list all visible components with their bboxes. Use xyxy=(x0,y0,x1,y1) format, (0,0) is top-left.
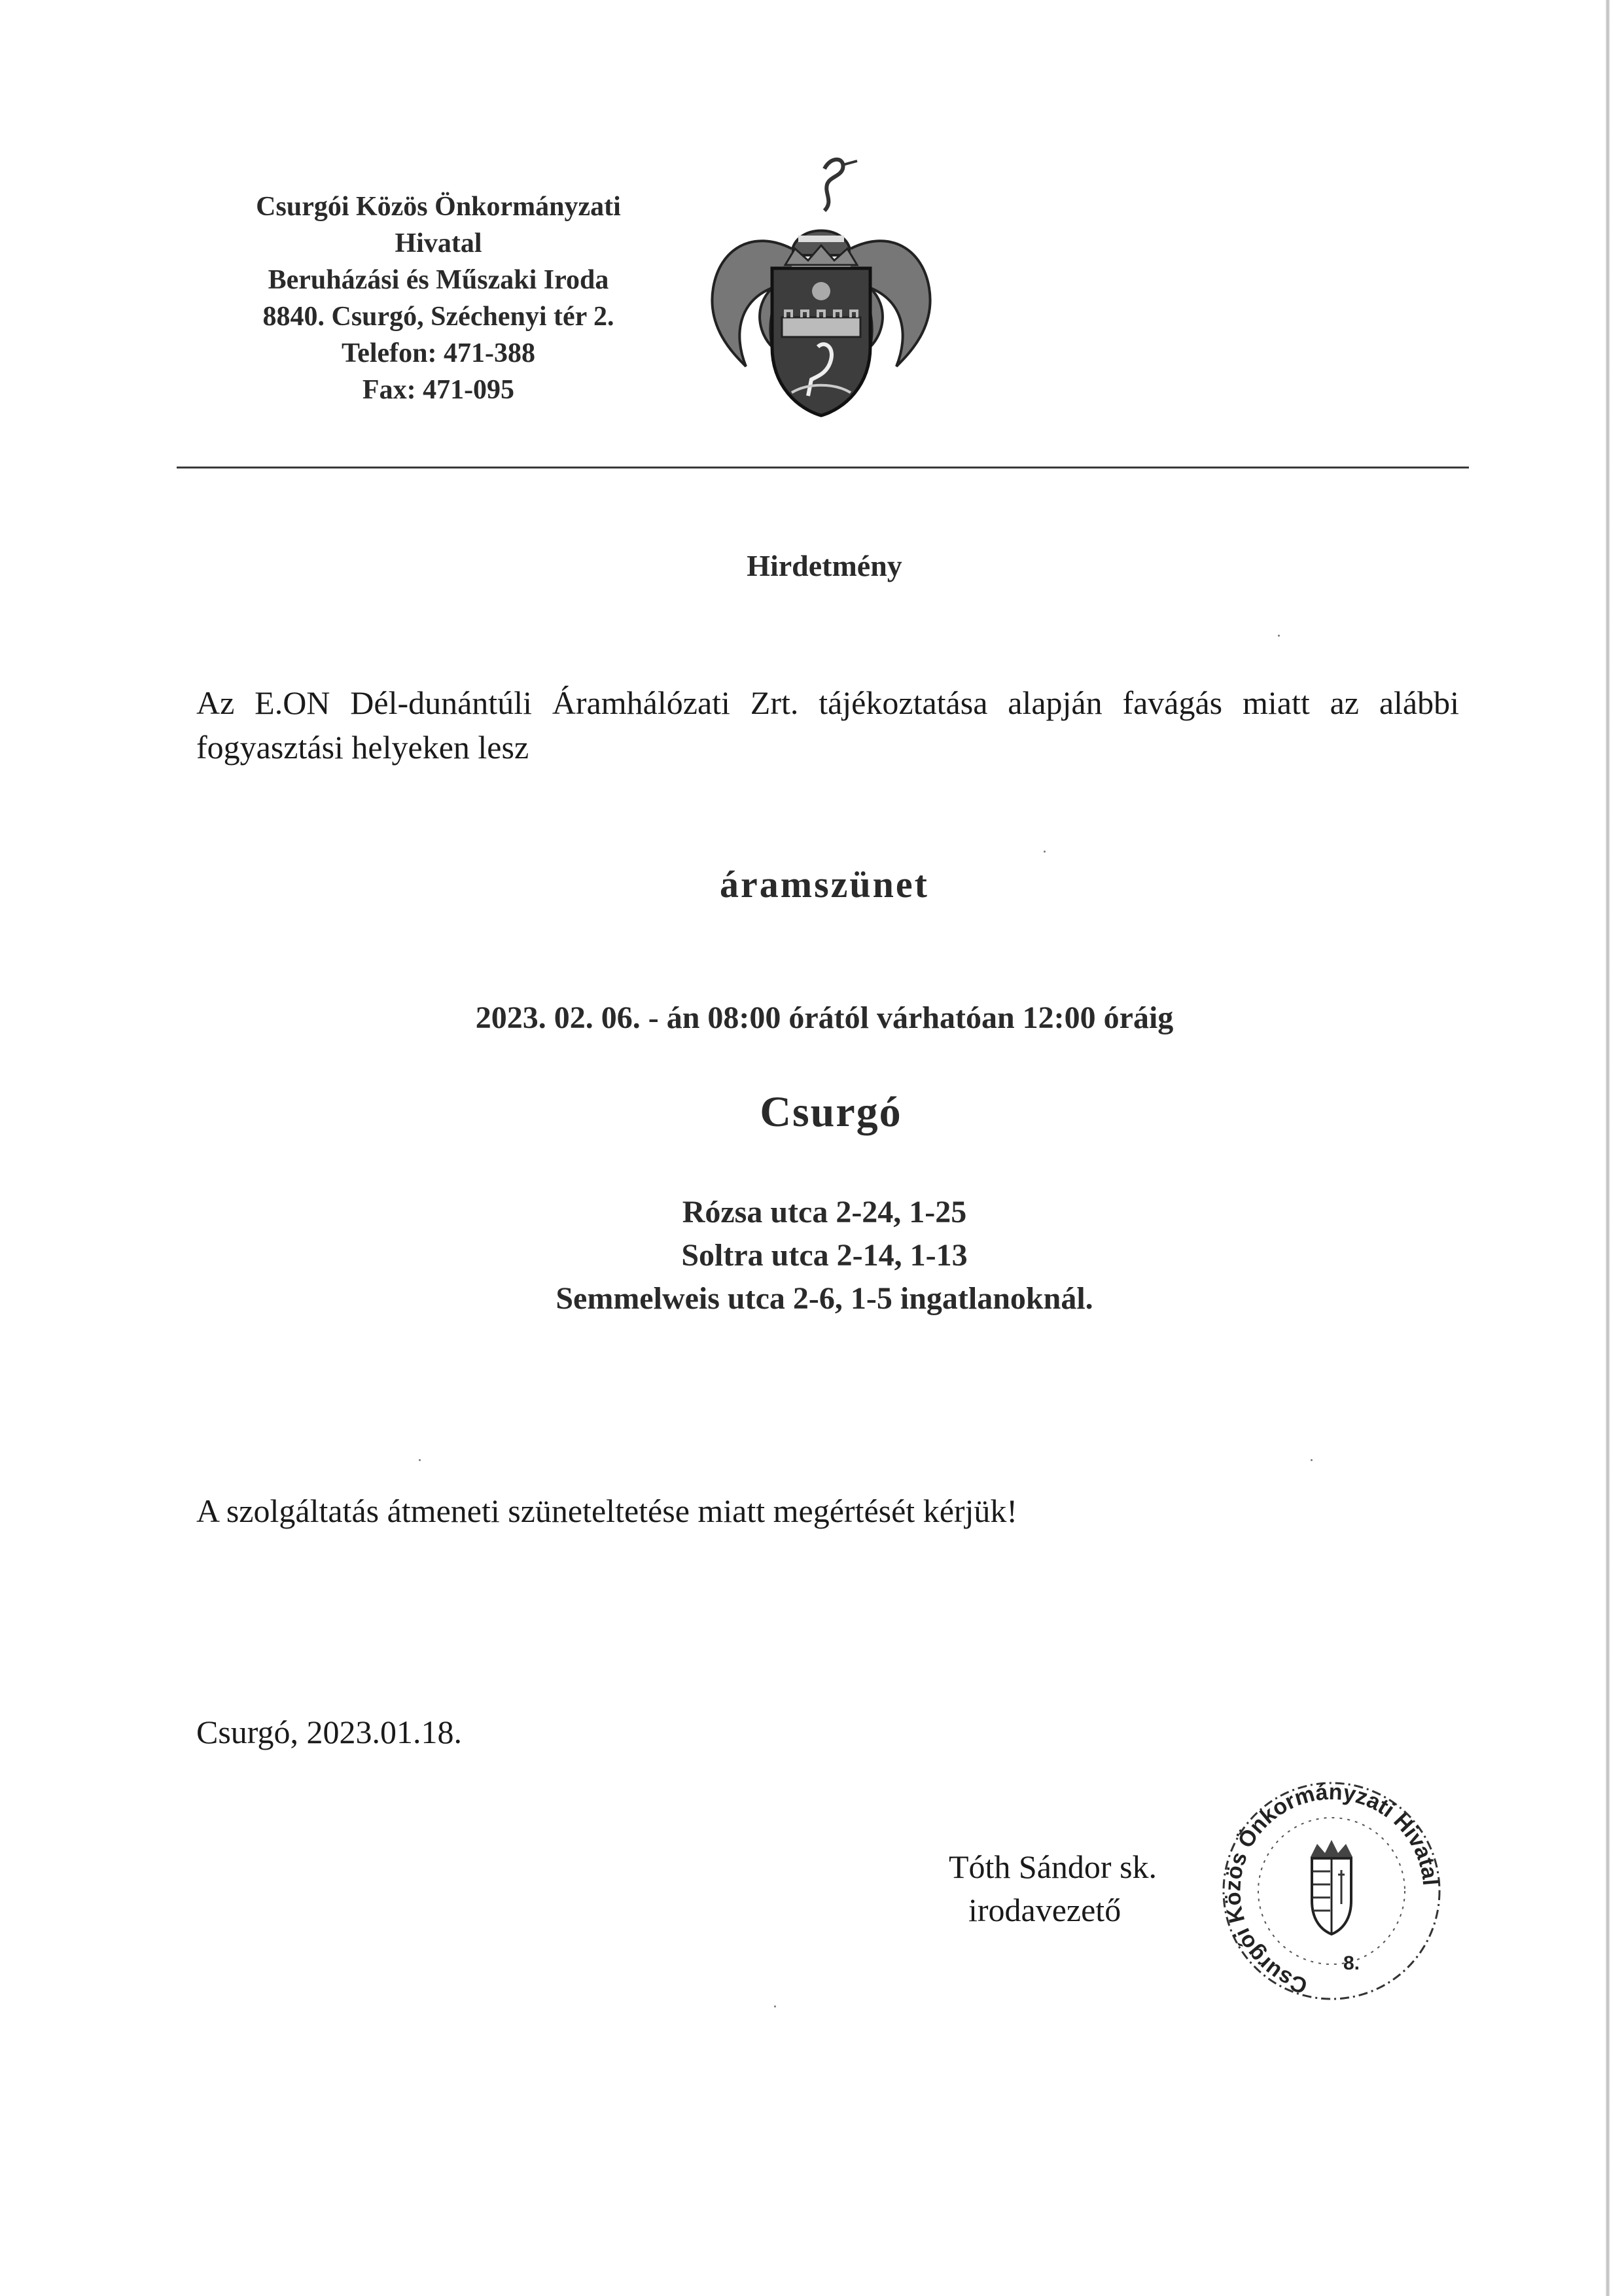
street-item: Soltra utca 2-14, 1-13 xyxy=(681,1238,968,1273)
notice-title: Hirdetmény xyxy=(747,549,902,582)
street-item: Semmelweis utca 2-6, 1-5 ingatlanoknál. xyxy=(556,1281,1093,1316)
svg-text:8.: 8. xyxy=(1343,1952,1360,1974)
affected-streets xyxy=(0,1191,1624,1320)
header-divider xyxy=(177,467,1469,468)
scan-edge xyxy=(1606,0,1610,2296)
place-and-date: Csurgó, 2023.01.18. xyxy=(196,1714,463,1750)
scan-speck xyxy=(774,2005,776,2007)
header-line: Fax: 471-095 xyxy=(362,375,515,405)
header-line: 8840. Csurgó, Széchenyi tér 2. xyxy=(262,302,614,332)
closing-sentence: A szolgáltatás átmeneti szüneteltetése miatt megértését kérjük! xyxy=(196,1492,1018,1529)
street-item: Rózsa utca 2-24, 1-25 xyxy=(682,1195,967,1229)
coat-of-arms-icon xyxy=(694,150,942,419)
office-header xyxy=(196,188,680,408)
event-heading: áramszünet xyxy=(720,863,929,906)
scan-speck xyxy=(1278,635,1280,637)
signer-role: irodavezető xyxy=(968,1892,1121,1928)
stamp-ring-text: Csurgói Közös Önkormányzati Hivatal xyxy=(1220,1779,1443,1999)
scan-speck xyxy=(419,1459,421,1461)
header-line: Csurgói Közös Önkormányzati xyxy=(256,192,621,222)
signature-block xyxy=(949,1845,1157,1932)
notice-intro: Az E.ON Dél-dunántúli Áramhálózati Zrt. tájékoztatása alapján favágás miatt az alábbi fogyasztási helyeken lesz xyxy=(196,684,1459,766)
header-line: Hivatal xyxy=(395,228,482,258)
scan-speck xyxy=(1044,851,1046,853)
scan-speck xyxy=(1311,1459,1313,1461)
place-heading: Csurgó xyxy=(760,1088,902,1136)
official-stamp-icon xyxy=(1214,1773,1449,2015)
signer-name: Tóth Sándor sk. xyxy=(949,1848,1157,1885)
header-line: Telefon: 471-388 xyxy=(342,338,535,368)
header-line: Beruházási és Műszaki Iroda xyxy=(268,265,609,295)
outage-date-line: 2023. 02. 06. - án 08:00 órától várhatóan 12:00 óráig xyxy=(475,1000,1174,1035)
